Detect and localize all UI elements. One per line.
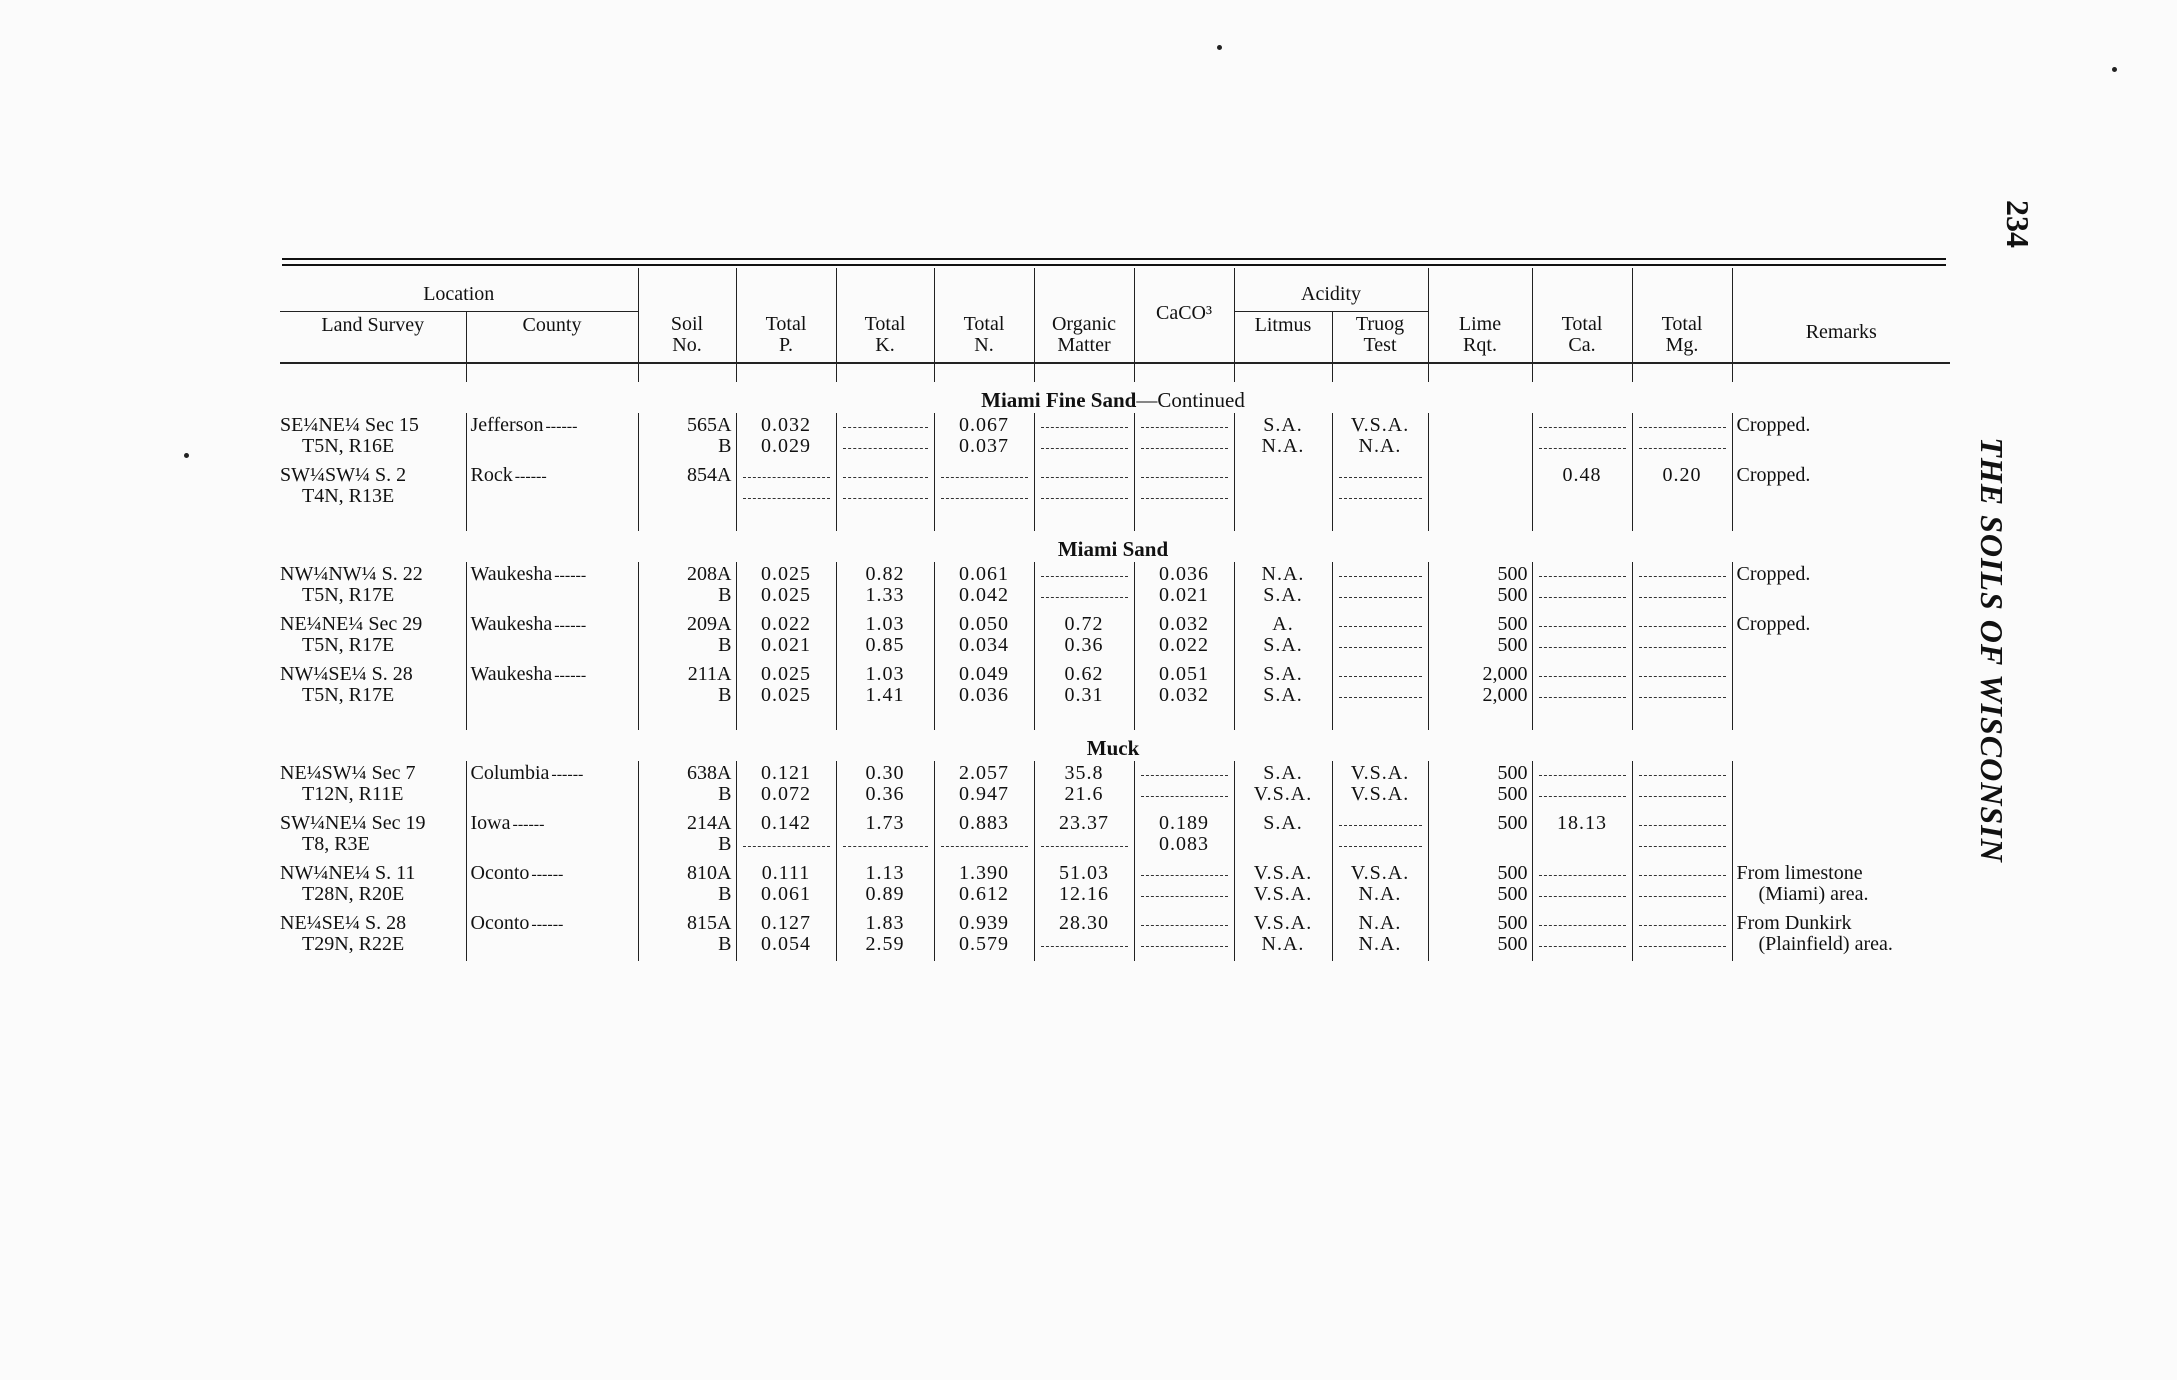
cell-ca xyxy=(1532,761,1632,811)
cell-p: 0.111 0.061 xyxy=(736,861,836,911)
cell-land: NE¼SW¼ Sec 7 T12N, R11E xyxy=(280,762,416,805)
header-truog-test: Truog Test xyxy=(1332,312,1428,364)
cell-truog xyxy=(1332,562,1428,612)
cell-n: 1.390 0.612 xyxy=(934,861,1034,911)
cell-n: 0.050 0.034 xyxy=(934,612,1034,662)
cell-p: 0.025 0.025 xyxy=(736,562,836,612)
cell-n: 0.067 0.037 xyxy=(934,413,1034,463)
table-row xyxy=(280,662,1950,712)
scan-speck xyxy=(184,453,189,458)
cell-p: 0.022 0.021 xyxy=(736,612,836,662)
cell-mg xyxy=(1632,562,1732,612)
cell-truog xyxy=(1332,612,1428,662)
cell-land: SW¼SW¼ S. 2 T4N, R13E xyxy=(280,464,407,507)
cell-n xyxy=(934,463,1034,513)
cell-mg: 0.20 xyxy=(1632,463,1732,513)
cell-remarks xyxy=(1732,811,1950,861)
cell-ca xyxy=(1532,413,1632,463)
running-title: THE SOILS OF WISCONSIN xyxy=(1974,437,2010,863)
cell-org xyxy=(1034,562,1134,612)
cell-org: 0.72 0.36 xyxy=(1034,612,1134,662)
cell-lime: 500 500 xyxy=(1428,612,1532,662)
top-rule xyxy=(282,264,1946,266)
cell-k: 1.73 xyxy=(836,811,934,861)
cell-county: Rock - - - xyxy=(466,463,638,513)
table-row xyxy=(280,413,1950,463)
cell-mg xyxy=(1632,911,1732,961)
cell-k xyxy=(836,463,934,513)
cell-land: NE¼NE¼ Sec 29 T5N, R17E xyxy=(280,613,423,656)
header-litmus: Litmus xyxy=(1234,312,1332,364)
cell-truog: V.S.A. N.A. xyxy=(1332,413,1428,463)
cell-org: 35.8 21.6 xyxy=(1034,761,1134,811)
cell-truog: V.S.A. N.A. xyxy=(1332,861,1428,911)
cell-soil: 211A B xyxy=(638,662,736,712)
table-row xyxy=(280,761,1950,811)
cell-caco xyxy=(1134,861,1234,911)
cell-n: 0.061 0.042 xyxy=(934,562,1034,612)
cell-soil: 208A B xyxy=(638,562,736,612)
cell-lime: 500 500 xyxy=(1428,911,1532,961)
cell-county: Waukesha - - - xyxy=(466,662,638,712)
cell-county: Oconto - - - xyxy=(466,861,638,911)
header-total-p: Total P. xyxy=(736,268,836,363)
cell-org: 51.03 12.16 xyxy=(1034,861,1134,911)
cell-lime: 500 500 xyxy=(1428,562,1532,612)
cell-k: 1.83 2.59 xyxy=(836,911,934,961)
cell-soil: 810A B xyxy=(638,861,736,911)
cell-n: 0.939 0.579 xyxy=(934,911,1034,961)
cell-k: 1.13 0.89 xyxy=(836,861,934,911)
cell-mg xyxy=(1632,761,1732,811)
cell-lime xyxy=(1428,463,1532,513)
cell-k: 0.30 0.36 xyxy=(836,761,934,811)
cell-org: 23.37 xyxy=(1034,811,1134,861)
table-row xyxy=(280,562,1950,612)
cell-land: NE¼SE¼ S. 28 T29N, R22E xyxy=(280,912,407,955)
cell-litmus: S.A. xyxy=(1234,811,1332,861)
header-land-survey: Land Survey xyxy=(280,312,466,364)
soil-analysis-table xyxy=(280,268,1950,961)
cell-remarks: From limestone (Miami) area. xyxy=(1732,861,1950,911)
page-number: 234 xyxy=(2000,200,2036,248)
cell-mg xyxy=(1632,662,1732,712)
table-row xyxy=(280,911,1950,961)
cell-remarks: Cropped. xyxy=(1732,612,1950,662)
cell-p: 0.025 0.025 xyxy=(736,662,836,712)
cell-litmus: A. S.A. xyxy=(1234,612,1332,662)
cell-litmus xyxy=(1234,463,1332,513)
header-lime-rqt: Lime Rqt. xyxy=(1428,268,1532,363)
cell-remarks xyxy=(1732,761,1950,811)
cell-caco xyxy=(1134,413,1234,463)
cell-org: 28.30 xyxy=(1034,911,1134,961)
cell-caco xyxy=(1134,463,1234,513)
table-row xyxy=(280,612,1950,662)
cell-n: 0.049 0.036 xyxy=(934,662,1034,712)
section-title: Muck xyxy=(1086,736,1140,760)
cell-litmus: S.A. N.A. xyxy=(1234,413,1332,463)
scan-speck xyxy=(1217,45,1222,50)
cell-lime: 2,000 2,000 xyxy=(1428,662,1532,712)
header-total-ca: Total Ca. xyxy=(1532,268,1632,363)
header-soil-no: Soil No. xyxy=(638,268,736,363)
cell-truog xyxy=(1332,463,1428,513)
cell-land: SW¼NE¼ Sec 19 T8, R3E xyxy=(280,812,426,855)
table-body xyxy=(280,363,1950,961)
cell-remarks xyxy=(1732,662,1950,712)
cell-caco: 0.036 0.021 xyxy=(1134,562,1234,612)
cell-soil: 854A xyxy=(638,463,736,513)
cell-litmus: V.S.A. N.A. xyxy=(1234,911,1332,961)
cell-county: Jefferson - - - xyxy=(466,413,638,463)
cell-caco xyxy=(1134,761,1234,811)
cell-mg xyxy=(1632,811,1732,861)
cell-lime: 500 500 xyxy=(1428,861,1532,911)
cell-caco xyxy=(1134,911,1234,961)
cell-soil: 565A B xyxy=(638,413,736,463)
cell-litmus: S.A. S.A. xyxy=(1234,662,1332,712)
header-location: Location xyxy=(423,283,495,305)
cell-ca xyxy=(1532,911,1632,961)
cell-org xyxy=(1034,463,1134,513)
cell-caco: 0.189 0.083 xyxy=(1134,811,1234,861)
cell-county: Waukesha - - - xyxy=(466,562,638,612)
header-county: County xyxy=(466,312,638,364)
cell-org: 0.62 0.31 xyxy=(1034,662,1134,712)
cell-truog xyxy=(1332,811,1428,861)
cell-county: Waukesha - - - xyxy=(466,612,638,662)
cell-lime: 500 500 xyxy=(1428,761,1532,811)
cell-county: Oconto - - - xyxy=(466,911,638,961)
cell-p xyxy=(736,463,836,513)
cell-mg xyxy=(1632,861,1732,911)
cell-soil: 638A B xyxy=(638,761,736,811)
cell-ca: 18.13 xyxy=(1532,811,1632,861)
cell-caco: 0.032 0.022 xyxy=(1134,612,1234,662)
header-total-k: Total K. xyxy=(836,268,934,363)
top-rule xyxy=(282,258,1946,260)
table-row xyxy=(280,861,1950,911)
cell-land: NW¼NW¼ S. 22 T5N, R17E xyxy=(280,563,423,606)
cell-remarks: Cropped. xyxy=(1732,463,1950,513)
scan-speck xyxy=(2112,67,2117,72)
table-row xyxy=(280,811,1950,861)
cell-k: 1.03 0.85 xyxy=(836,612,934,662)
cell-mg xyxy=(1632,413,1732,463)
cell-soil: 209A B xyxy=(638,612,736,662)
cell-soil: 214A B xyxy=(638,811,736,861)
section-title: Miami Sand xyxy=(1057,537,1169,561)
header-total-n: Total N. xyxy=(934,268,1034,363)
cell-n: 0.883 xyxy=(934,811,1034,861)
cell-p: 0.032 0.029 xyxy=(736,413,836,463)
cell-soil: 815A B xyxy=(638,911,736,961)
cell-p: 0.142 xyxy=(736,811,836,861)
header-caco3: CaCO³ xyxy=(1134,268,1234,363)
cell-litmus: V.S.A. V.S.A. xyxy=(1234,861,1332,911)
cell-land: SE¼NE¼ Sec 15 T5N, R16E xyxy=(280,414,419,457)
table-header xyxy=(280,268,1950,363)
cell-ca: 0.48 xyxy=(1532,463,1632,513)
cell-k xyxy=(836,413,934,463)
cell-mg xyxy=(1632,612,1732,662)
cell-county: Iowa - - - xyxy=(466,811,638,861)
header-total-mg: Total Mg. xyxy=(1632,268,1732,363)
cell-p: 0.121 0.072 xyxy=(736,761,836,811)
cell-p: 0.127 0.054 xyxy=(736,911,836,961)
header-organic-matter: Organic Matter xyxy=(1034,268,1134,363)
cell-ca xyxy=(1532,612,1632,662)
cell-land: NW¼SE¼ S. 28 T5N, R17E xyxy=(280,663,413,706)
cell-caco: 0.051 0.032 xyxy=(1134,662,1234,712)
cell-county: Columbia - - - xyxy=(466,761,638,811)
cell-land: NW¼NE¼ S. 11 T28N, R20E xyxy=(280,862,416,905)
header-remarks: Remarks xyxy=(1732,268,1950,363)
cell-ca xyxy=(1532,861,1632,911)
cell-k: 0.82 1.33 xyxy=(836,562,934,612)
section-title-suffix: —Continued xyxy=(1136,388,1245,412)
section-title: Miami Fine Sand xyxy=(981,388,1137,412)
cell-remarks: From Dunkirk (Plainfield) area. xyxy=(1732,911,1950,961)
cell-truog: V.S.A. V.S.A. xyxy=(1332,761,1428,811)
table-row xyxy=(280,463,1950,513)
cell-truog: N.A. N.A. xyxy=(1332,911,1428,961)
cell-remarks: Cropped. xyxy=(1732,413,1950,463)
cell-lime: 500 xyxy=(1428,811,1532,861)
cell-litmus: N.A. S.A. xyxy=(1234,562,1332,612)
cell-k: 1.03 1.41 xyxy=(836,662,934,712)
cell-org xyxy=(1034,413,1134,463)
cell-lime xyxy=(1428,413,1532,463)
cell-remarks: Cropped. xyxy=(1732,562,1950,612)
header-acidity: Acidity xyxy=(1234,268,1428,312)
cell-ca xyxy=(1532,662,1632,712)
cell-ca xyxy=(1532,562,1632,612)
cell-truog xyxy=(1332,662,1428,712)
cell-n: 2.057 0.947 xyxy=(934,761,1034,811)
cell-litmus: S.A. V.S.A. xyxy=(1234,761,1332,811)
